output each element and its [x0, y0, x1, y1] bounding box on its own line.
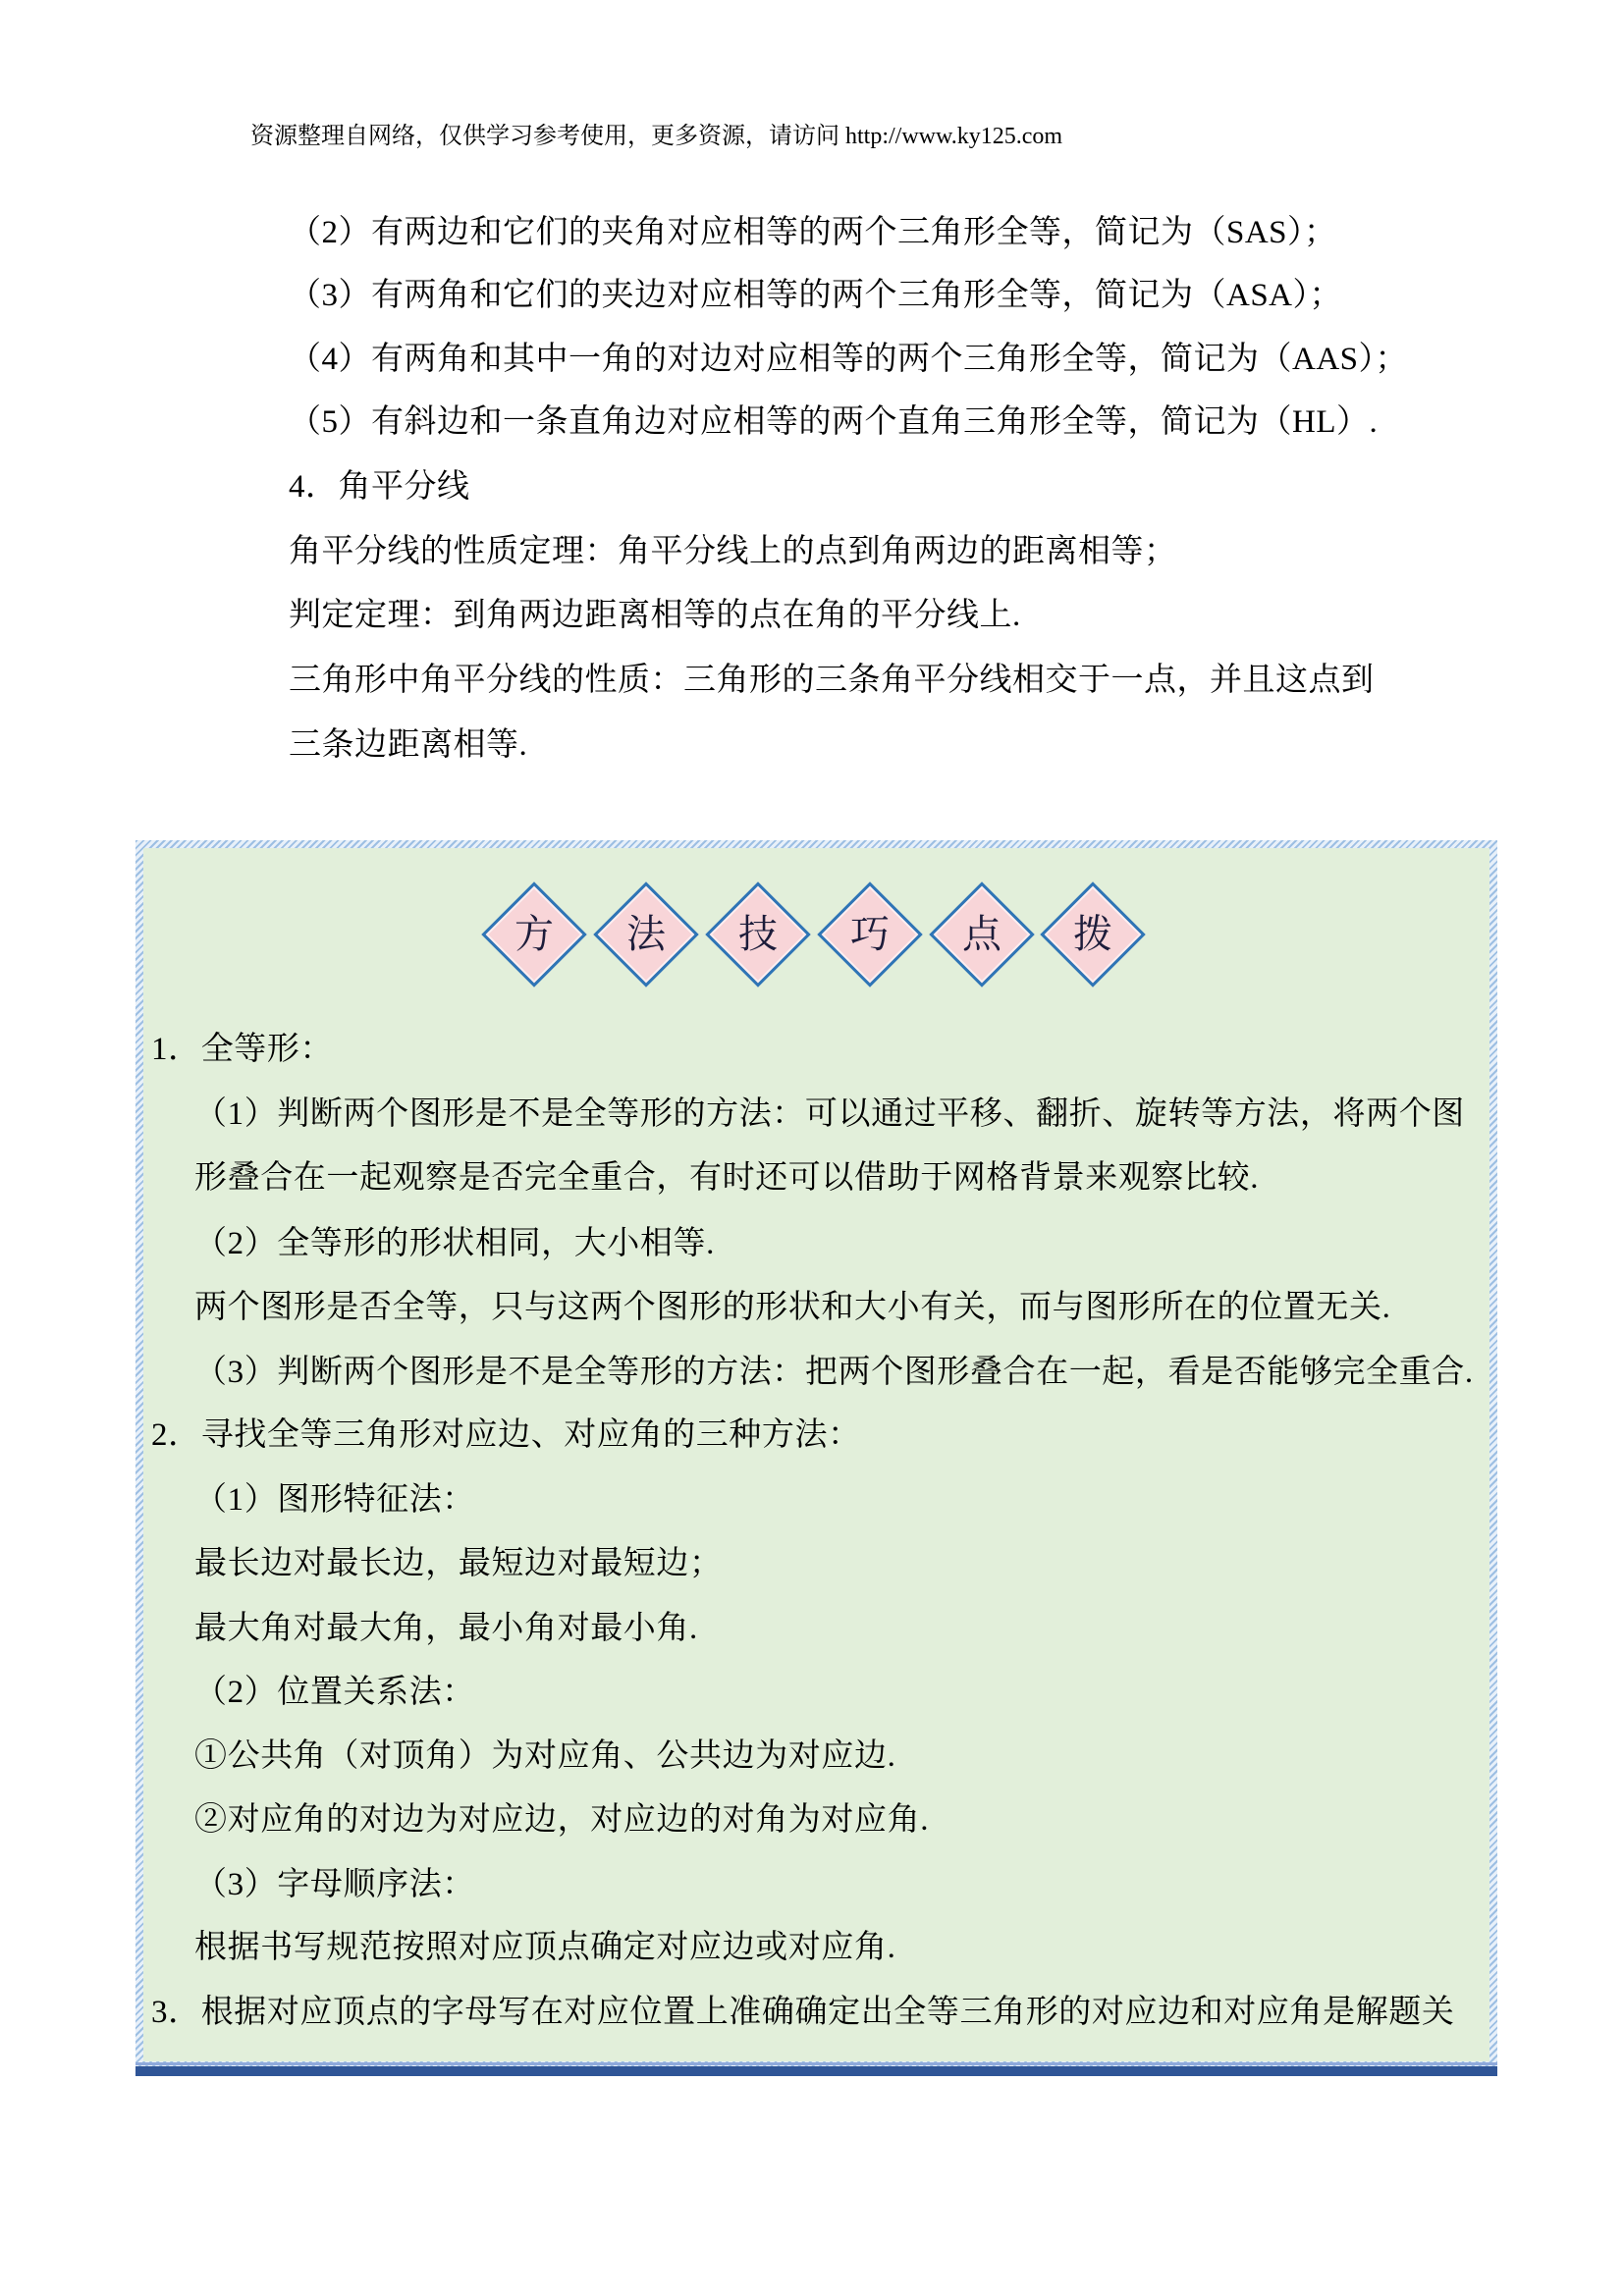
tips-box-bottom-bar: [135, 2066, 1497, 2076]
criterion-hl: （5）有斜边和一条直角边对应相等的两个直角三角形全等，简记为（HL）.: [289, 404, 1379, 440]
angle-bisector-property-theorem: 角平分线的性质定理：角平分线上的点到角两边的距离相等；: [289, 534, 1177, 569]
method-line: 根据书写规范按照对应顶点确定对应边或对应角.: [194, 1930, 896, 1965]
title-badge-char: 方: [514, 912, 554, 957]
title-badge-char: 法: [626, 912, 666, 957]
title-badge-char: 技: [738, 912, 778, 957]
congruent-figure-line: （3）判断两个图形是不是全等形的方法：把两个图形叠合在一起，看是否能够完全重合.: [194, 1355, 1474, 1390]
title-badge: [593, 881, 699, 988]
congruent-figure-line: 两个图形是否全等，只与这两个图形的形状和大小有关，而与图形所在的位置无关.: [194, 1290, 1391, 1325]
title-badge: [705, 881, 811, 988]
congruent-figure-line: 形叠合在一起观察是否完全重合，有时还可以借助于网格背景来观察比较.: [194, 1160, 1260, 1196]
criterion-aas: （4）有两角和其中一角的对边对应相等的两个三角形全等，简记为（AAS）；: [289, 342, 1409, 377]
method-title: （1）图形特征法：: [194, 1482, 475, 1518]
triangle-bisector-property-line: 三角形中角平分线的性质：三角形的三条角平分线相交于一点，并且这点到: [289, 663, 1375, 698]
method-line: 最大角对最大角，最小角对最小角.: [194, 1611, 698, 1646]
angle-bisector-determination-theorem: 判定定理：到角两边距离相等的点在角的平分线上.: [289, 598, 1021, 633]
correspondence-methods-heading: 2．寻找全等三角形对应边、对应角的三种方法：: [151, 1417, 861, 1453]
method-line: ②对应角的对边为对应边，对应边的对角为对应角.: [194, 1802, 930, 1838]
method-tips-box: [135, 840, 1497, 2076]
method-title: （3）字母顺序法：: [194, 1867, 475, 1902]
method-line: 最长边对最长边，最短边对最短边；: [194, 1546, 723, 1581]
criterion-sas: （2）有两边和它们的夹角对应相等的两个三角形全等，简记为（SAS）；: [289, 215, 1337, 250]
angle-bisector-heading: 4．角平分线: [289, 469, 470, 505]
title-badge: [817, 881, 923, 988]
header-notice: 资源整理自网络，仅供学习参考使用，更多资源，请访问 http://www.ky125.com: [250, 124, 1063, 149]
title-badge-char: 拨: [1073, 912, 1112, 957]
title-badge-char: 巧: [850, 912, 890, 957]
congruent-figure-heading: 1．全等形：: [151, 1032, 334, 1067]
problem-solving-key-heading: 3．根据对应顶点的字母写在对应位置上准确确定出全等三角形的对应边和对应角是解题关: [151, 1995, 1455, 2030]
method-title: （2）位置关系法：: [194, 1675, 475, 1710]
title-badge: [929, 881, 1035, 988]
congruent-figure-line: （2）全等形的形状相同，大小相等.: [194, 1226, 715, 1261]
congruent-figure-line: （1）判断两个图形是不是全等形的方法：可以通过平移、翻折、旋转等方法，将两个图: [194, 1096, 1465, 1132]
tips-box-bottom-rule: [135, 2062, 1497, 2065]
triangle-bisector-property-line: 三条边距离相等.: [289, 727, 528, 763]
title-badge-char: 点: [962, 912, 1001, 957]
title-badge: [481, 881, 587, 988]
criterion-asa: （3）有两角和它们的夹边对应相等的两个三角形全等，简记为（ASA）；: [289, 278, 1343, 313]
method-line: ①公共角（对顶角）为对应角、公共边为对应边.: [194, 1738, 896, 1774]
title-badge: [1040, 881, 1146, 988]
